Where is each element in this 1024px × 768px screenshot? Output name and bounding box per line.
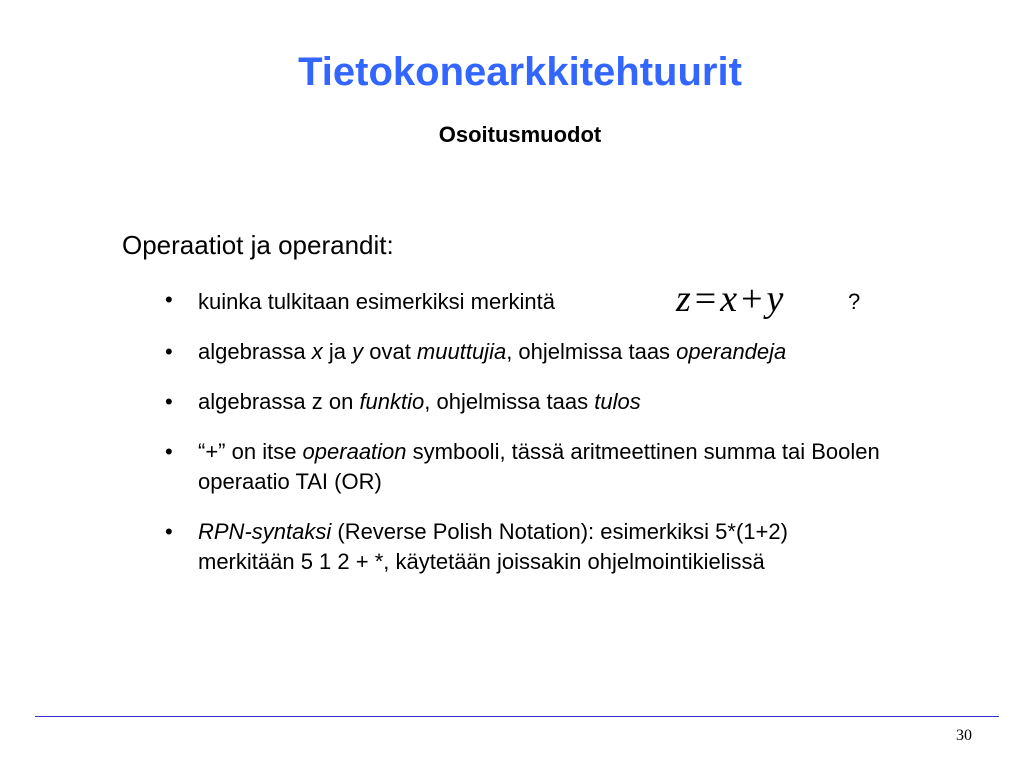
formula	[676, 277, 783, 321]
section-heading: Operaatiot ja operandit:	[122, 230, 394, 260]
bullet-marker: •	[165, 439, 173, 464]
bullet-item	[165, 437, 885, 497]
page-number: 30	[956, 727, 972, 744]
bullet-item	[165, 337, 885, 367]
bullet-list	[165, 278, 885, 597]
bullet-marker: •	[165, 389, 173, 414]
bullet-item	[165, 278, 885, 323]
formula-y: y	[766, 278, 784, 320]
slide-subtitle: Osoitusmuodot	[438, 122, 602, 147]
bullet-text: RPN-syntaksi (Reverse Polish Notation): esimerkiksi 5*(1+2) merkitään 5 1 2 + *, käytetään joissakin ohjelmointikielissä	[198, 519, 788, 574]
bullet-marker: •	[165, 519, 173, 544]
formula-z: z	[676, 278, 691, 320]
bullet-text: algebrassa x ja y ovat muuttujia, ohjelmissa taas operandeja	[198, 339, 787, 364]
slide-title: Tietokonearkkitehtuurit	[298, 50, 742, 94]
question-mark: ?	[848, 289, 861, 314]
footer-divider	[35, 716, 999, 717]
bullet-text: “+” on itse operaation symbooli, tässä aritmeettinen summa tai Boolen operaatio TAI (OR)	[198, 439, 880, 494]
bullet-item	[165, 517, 885, 577]
formula-equals: =	[694, 278, 717, 320]
bullet-item	[165, 387, 885, 417]
formula-x: x	[720, 278, 738, 320]
formula-plus: +	[741, 278, 763, 320]
bullet-text: algebrassa z on funktio, ohjelmissa taas tulos	[198, 389, 641, 414]
bullet-marker: •	[165, 287, 173, 312]
bullet-marker: •	[165, 339, 173, 364]
bullet-text: kuinka tulkitaan esimerkiksi merkintä	[198, 289, 556, 314]
